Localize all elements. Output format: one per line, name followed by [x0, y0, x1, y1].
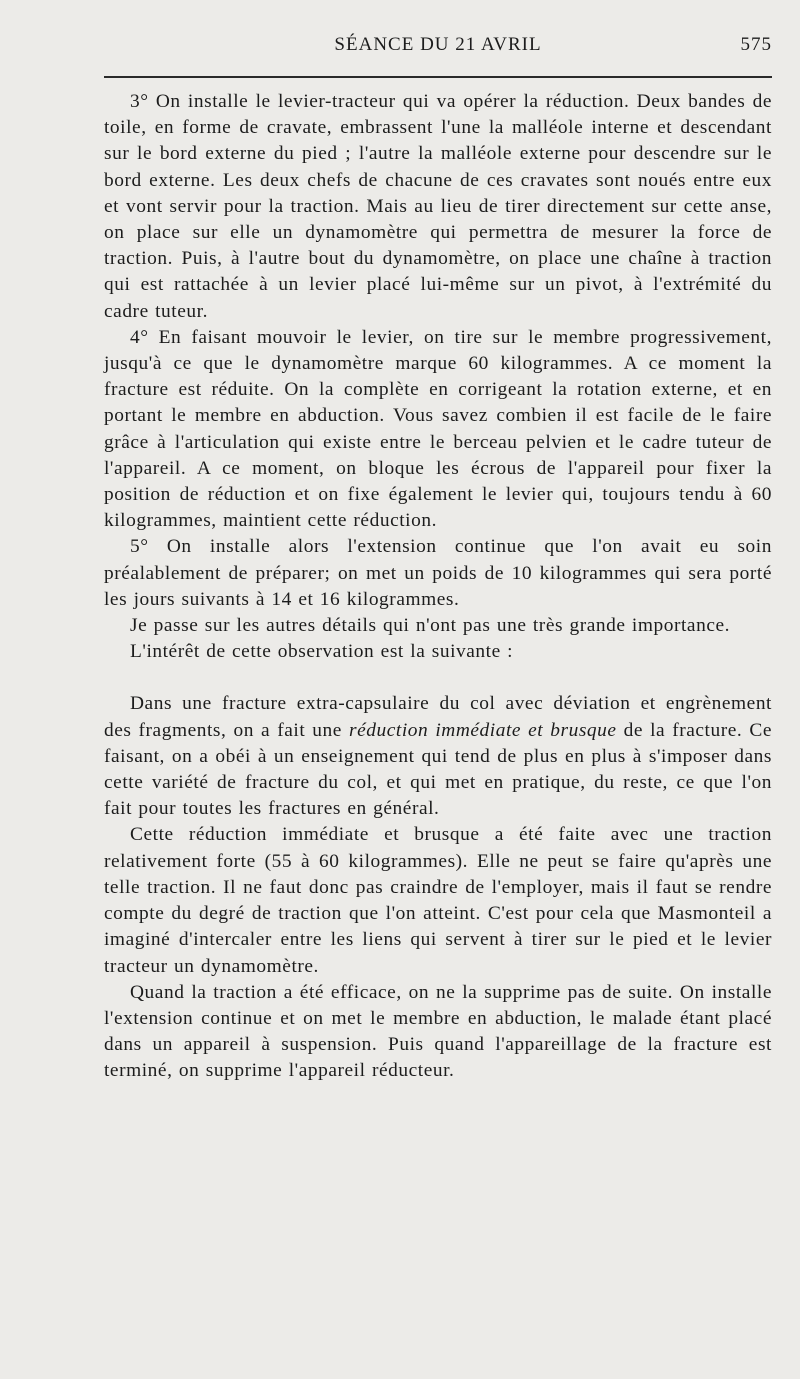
paragraph-conclusion: Quand la traction a été efficace, on ne la supprime pas de suite. On installe l'extension continue et on met le membre en abduction, le malade étant placé dans un appareil à suspension. Puis quand l'appareillage de la fracture est terminé, on supprime l'appareil réducteur. [104, 981, 772, 1082]
running-title: SÉANCE DU 21 AVRIL [334, 34, 542, 55]
paragraph-fracture [104, 691, 772, 822]
paragraph-step-3: 3° On installe le levier-tracteur qui va opérer la réduction. Deux bandes de toile, en forme de cravate, embrassent l'une la malléole interne et descendant sur le bord externe du pied ; l'autre la malléole externe pour descendre sur le bord externe. Les deux chefs de chacune de ces cravates sont noués entre eux et vont servir pour la traction. Mais au lieu de tirer directement sur cette anse, on place sur elle un dynamomètre qui permettra de mesurer la force de traction. Puis, à l'autre bout du dynamomètre, on place une chaîne à traction qui est rattachée à un levier placé lui-même sur un pivot, à l'extrémité du cadre tuteur. [104, 91, 772, 322]
italic-phrase: réduction immédiate et brusque [349, 719, 617, 741]
paragraph-fracture-end: de la fracture. Ce faisant, on a obéi à un enseignement qui tend de plus en plus à s'imposer dans cette variété de fracture du col, et qui met en pratique, du reste, ce que l'on fait pour toutes les fractures en général. [104, 719, 772, 820]
paragraph-details: Je passe sur les autres détails qui n'ont pas une très grande importance. [130, 615, 731, 637]
paragraph-fracture-start: Dans une fracture extra-capsulaire du col avec déviation et engrènement des fragments, on a fait une [104, 693, 772, 741]
paragraph-reduction: Cette réduction immédiate et brusque a été faite avec une traction relativement forte (55 à 60 kilogrammes). Elle ne peut se faire qu'après une telle traction. Il ne faut donc pas craindre de l'employer, mais il faut se rendre compte du degré de traction que l'on atteint. C'est pour cela que Masmonteil a imaginé d'intercaler entre les liens qui servent à tirer sur le pied et le levier tracteur un dynamomètre. [104, 824, 772, 977]
page-number: 575 [740, 34, 772, 55]
paragraph-step-5: 5° On installe alors l'extension continue que l'on avait eu soin préalablement de préparer; on met un poids de 10 kilogrammes qui sera porté les jours suivants à 14 et 16 kilogrammes. [104, 536, 772, 610]
body-text [104, 89, 772, 1085]
paragraph-step-4: 4° En faisant mouvoir le levier, on tire sur le membre progressivement, jusqu'à ce que le dynamomètre marque 60 kilogrammes. A ce moment la fracture est réduite. On la complète en corrigeant la rotation externe, et en portant le membre en abduction. Vous savez combien il est facile de le faire grâce à l'articulation qui existe entre le berceau pelvien et le cadre tuteur de l'appareil. A ce moment, on bloque les écrous de l'appareil pour fixer la position de réduction et on fixe également le levier qui, toujours tendu à 60 kilogrammes, maintient cette réduction. [104, 326, 772, 532]
header-rule [104, 76, 772, 78]
paragraph-interest: L'intérêt de cette observation est la suivante : [130, 641, 514, 663]
running-head [104, 34, 772, 60]
